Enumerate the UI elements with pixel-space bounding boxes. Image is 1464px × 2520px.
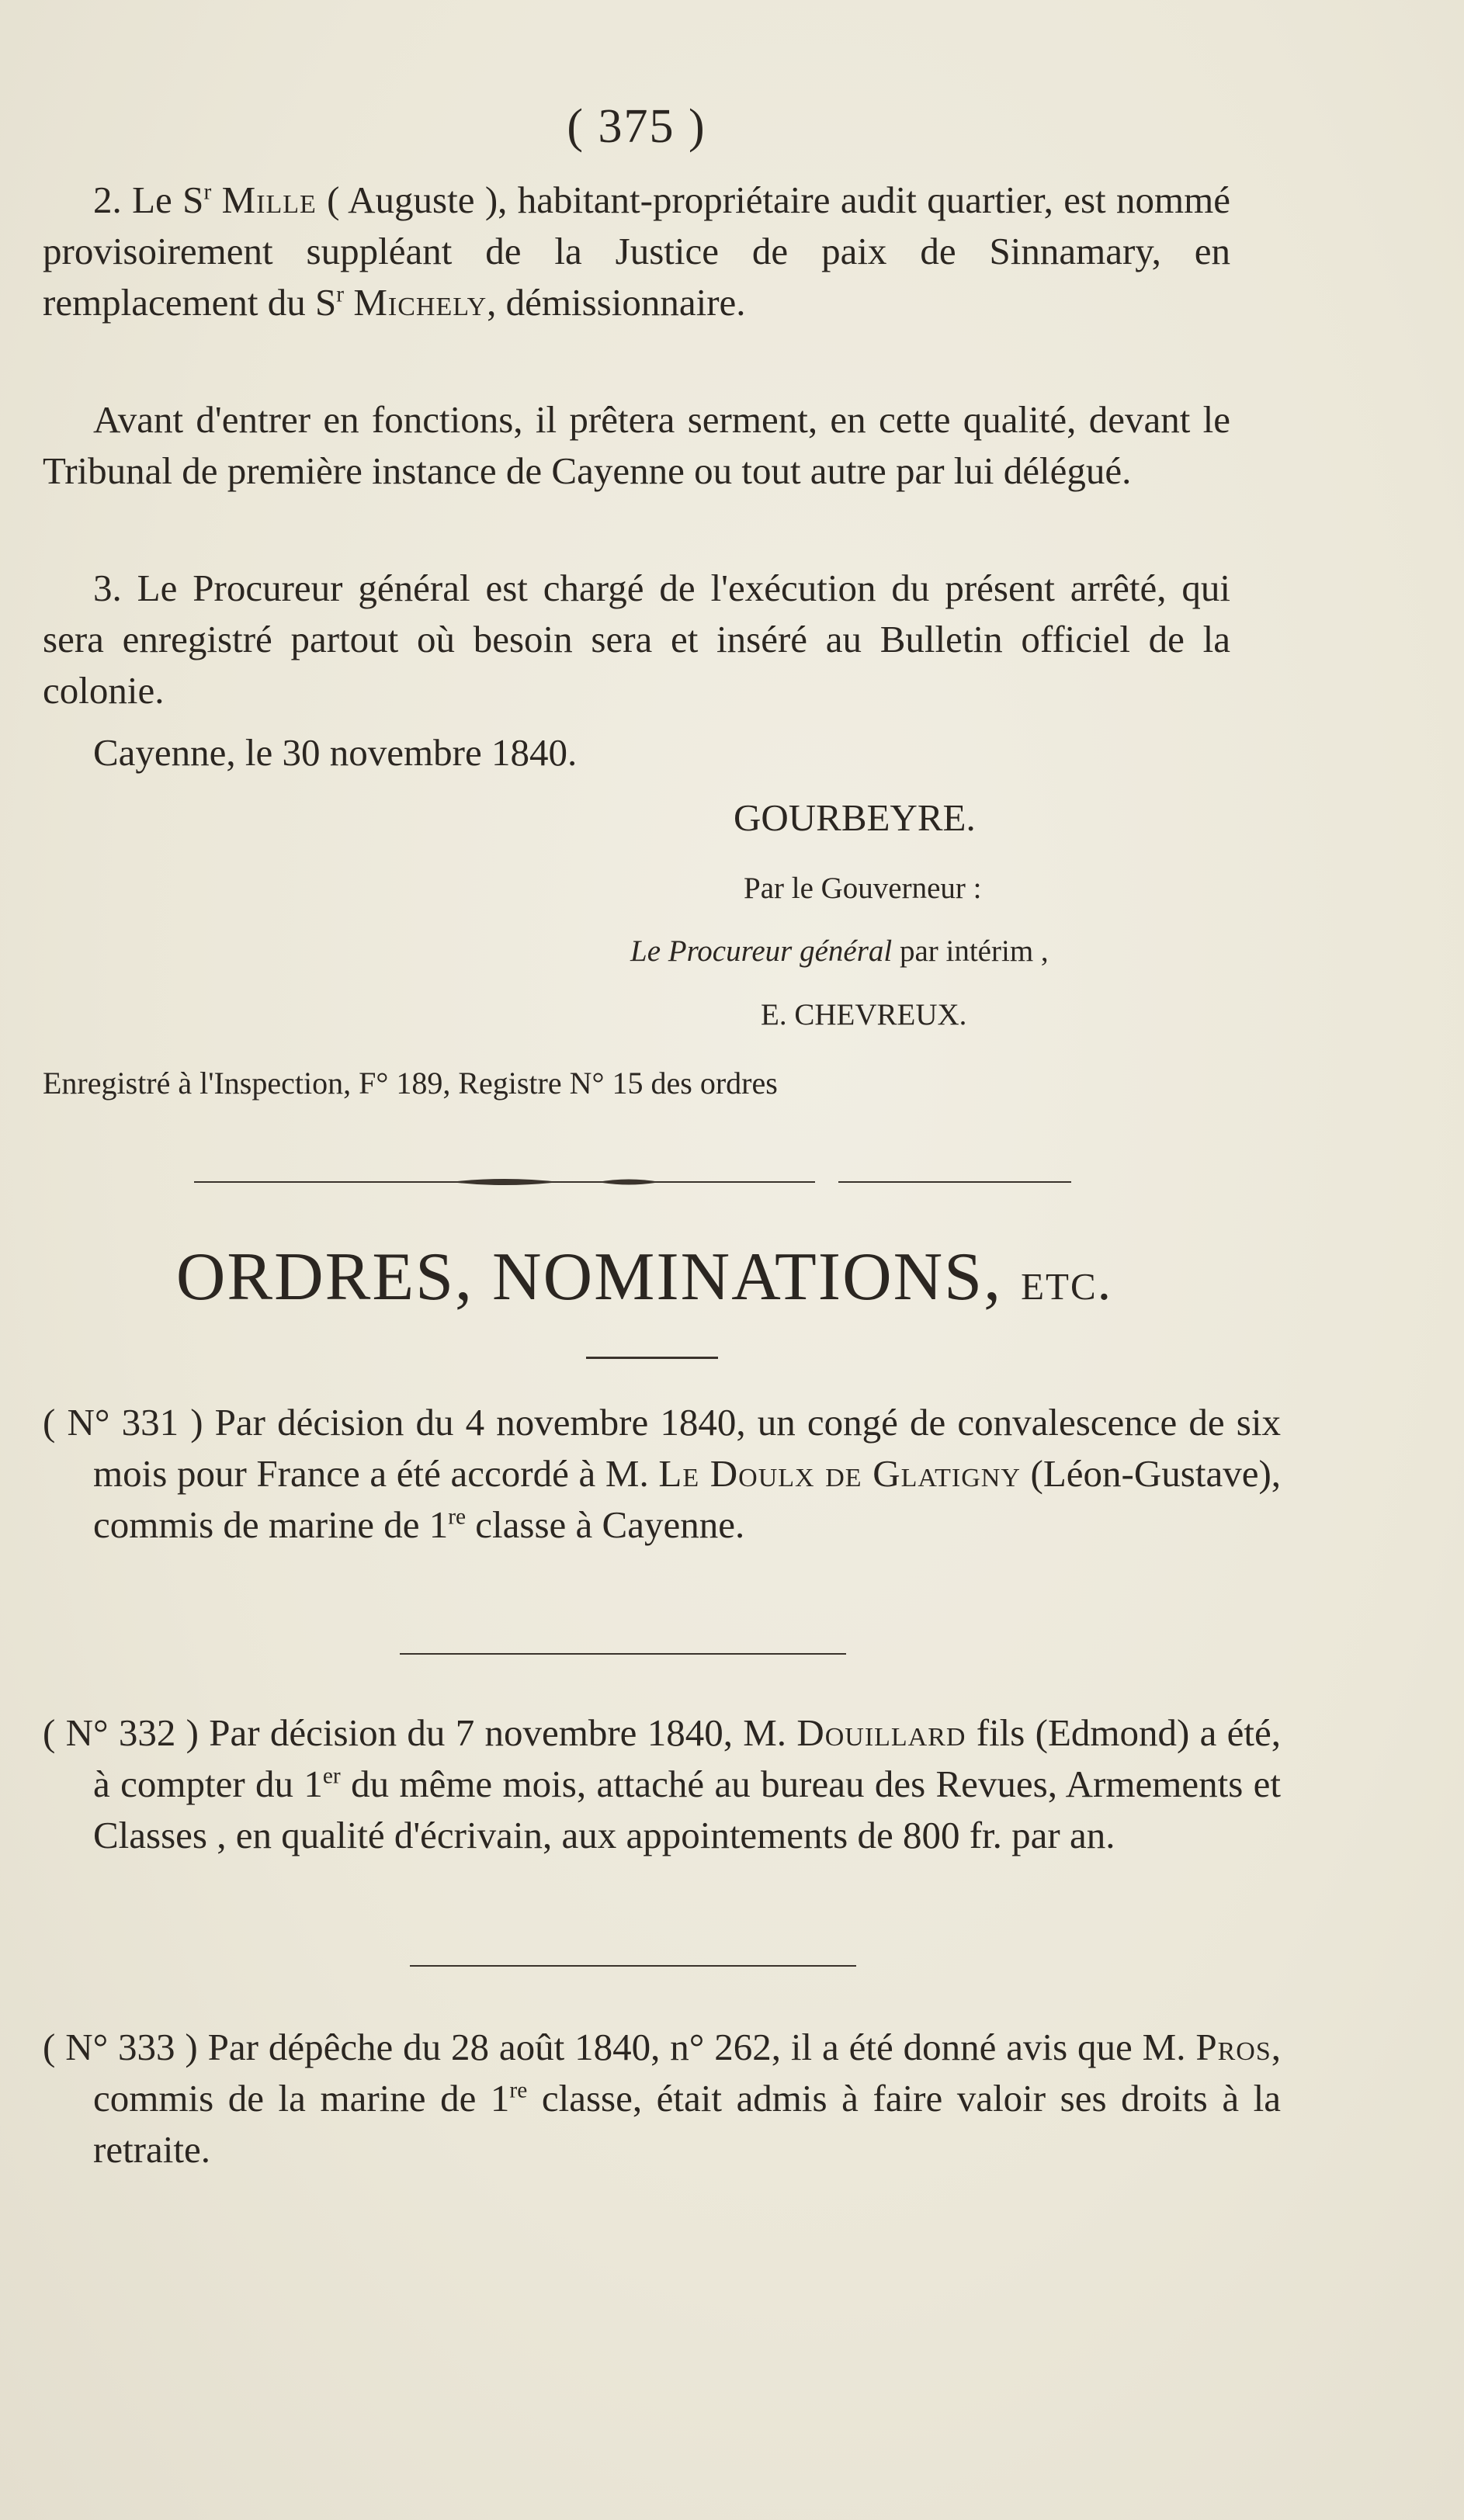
entry-text: Par dépêche du 28 août 1840, n° 262, il a été donné avis que M. — [197, 2026, 1196, 2068]
by-governor-line: Par le Gouverneur : — [744, 872, 982, 905]
section-title-etc: etc. — [1021, 1252, 1113, 1312]
person-name: Mille — [221, 179, 317, 221]
superscript: r — [336, 282, 345, 307]
registration-line: Enregistré à l'Inspection, F° 189, Registre N° 15 des ordres — [43, 1066, 778, 1101]
superscript: re — [509, 2078, 528, 2103]
procureur-name: E. CHEVREUX. — [761, 998, 967, 1031]
page-number: ( 375 ) — [567, 100, 706, 153]
entry-number: ( N° 332 ) — [43, 1711, 199, 1754]
superscript: re — [448, 1504, 467, 1530]
article-2-paragraph — [43, 175, 1230, 328]
procureur-interim: par intérim , — [892, 934, 1049, 968]
procureur-title: Le Procureur général — [630, 934, 893, 968]
governor-signature: GOURBEYRE. — [734, 796, 976, 839]
entry-331 — [43, 1397, 1281, 1551]
entry-number: ( N° 333 ) — [43, 2026, 198, 2068]
person-name: Douillard — [796, 1711, 966, 1754]
entry-text: Par décision du 4 novembre 1840, un congé de convalescence de six mois pour France a été accordé à M. — [93, 1401, 1281, 1495]
superscript: er — [322, 1763, 341, 1789]
person-name: Pros — [1195, 2026, 1271, 2068]
entry-number: ( N° 331 ) — [43, 1401, 203, 1444]
person-name: Le Doulx de Glatigny — [658, 1452, 1021, 1495]
entry-332 — [43, 1707, 1281, 1861]
entry-text: , commis de la marine de 1 — [93, 2026, 1281, 2120]
person-name: Michely — [353, 281, 487, 324]
title-underline — [586, 1357, 718, 1359]
entry-divider — [410, 1965, 856, 1967]
article-2-text-end: , démissionnaire. — [487, 281, 746, 324]
article-3-paragraph: 3. Le Procureur général est chargé de l'exécution du présent arrêté, qui sera enregistré partout où besoin sera et inséré au Bulletin officiel de la colonie. — [43, 567, 1230, 712]
entry-text: classe à Cayenne. — [466, 1503, 745, 1546]
procureur-line — [630, 934, 1049, 969]
section-title — [0, 1238, 1289, 1316]
section-title-main: ORDRES, NOMINATIONS, — [175, 1239, 1003, 1315]
entry-text: classe, était admis à faire valoir ses droits à la retraite. — [93, 2077, 1282, 2171]
entry-333 — [43, 2022, 1281, 2175]
entry-text: Par décision du 7 novembre 1840, M. — [198, 1711, 797, 1754]
entry-text: fils (Edmond) a été, à compter du 1 — [93, 1711, 1281, 1805]
oath-paragraph: Avant d'entrer en fonctions, il prêtera serment, en cette qualité, devant le Tribunal de première instance de Cayenne ou tout autre par lui délégué. — [43, 398, 1230, 492]
article-2-text-middle: ( Auguste ), habitant-propriétaire audit quartier, est nommé provisoirement suppléant de la Justice de paix de Sinnamary, en remplacement du S — [43, 179, 1231, 324]
entry-divider — [400, 1653, 846, 1655]
article-2-text-start: 2. Le S — [93, 179, 204, 221]
entry-text: du même mois, attaché au bureau des Revues, Armements et Classes , en qualité d'écrivain, aux appointements de 800 fr. par an. — [93, 1763, 1281, 1856]
entry-text: (Léon-Gustave), commis de marine de 1 — [93, 1452, 1282, 1546]
date-line: Cayenne, le 30 novembre 1840. — [93, 731, 578, 774]
superscript: r — [203, 179, 212, 205]
ornamental-divider — [194, 1170, 1071, 1194]
